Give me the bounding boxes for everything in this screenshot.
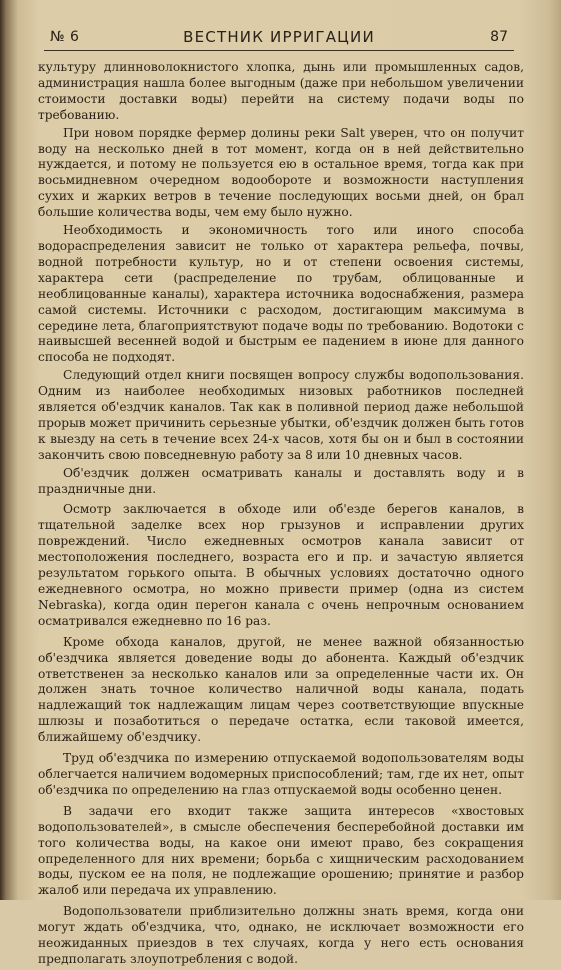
paragraph: Труд об'ездчика по измерению отпускаемой водопользователям воды облегчается наличием водомерных приспособлений; там, где их нет, опыт об'ездчика по определению на глаз отпускаемой воды особенно ценен. [38,751,524,797]
journal-title: ВЕСТНИК ИРРИГАЦИИ [183,28,375,46]
paragraph: Следующий отдел книги посвящен вопросу службы водопользования. Одним из наиболее необходимых низовых работников последней является об'ездчик каналов. Так как в поливной период даже небольшой прорыв может причинить серьезные убытки, об'ездчик должен быть готов к выезду на сеть в течение всех 24-х часов, хотя бы он и был в состоянии закончить свою повседневную работу за 8 или 10 дневных часов. [38,368,524,462]
paragraph: Осмотр заключается в обходе или об'езде берегов каналов, в тщательной заделке всех нор грызунов и исправлении других повреждений. Число ежедневных осмотров канала зависит от местоположения последнего, возраста его и пр. и зачастую является результатом горького опыта. В обычных условиях достаточно одного ежедневного осмотра, но можно привести пример (одна из систем Nebraska), когда один перегон канала с очень непрочным основанием осматривался ежедневно по 16 раз. [38,502,524,628]
paragraph: При новом порядке фермер долины реки Salt уверен, что он получит воду на несколько дней в тот момент, когда он в ней действительно нуждается, и потому не пользуется ею в остальное время, тогда как при восьмидневном очередном водообороте и возможности наступления сухих и жарких ветров в течение последующих восьми дней, он брал большие количества воды, чем ему было нужно. [38,125,524,220]
paragraph: Кроме обхода каналов, другой, не менее важной обязанностью об'ездчика является доведение воды до абонента. Каждый об'ездчик ответственен за несколько каналов или за определенные части их. Он должен знать точное количество наличной воды канала, подать надлежащий ток надлежащим лицам через соответствующие впускные шлюзы и позаботиться о передаче остатка, если таковой имеется, ближайшему об'ездчику. [38,634,524,745]
running-header [44,26,514,51]
page-number: 87 [490,29,508,45]
paragraph: Необходимость и экономичность того или иного способа водораспределения зависит не только от характера рельефа, почвы, водной потребности культур, но и от степени освоения системы, характера сети (распределение по трубам, облицованные и необлицованные каналы), характера источника водоснабжения, размера самой системы. Источники с расходом, достигающим максимума в середине лета, благоприятствуют подаче воды по требованию. Водотоки с наивысшей весенней водой и быстрым ее падением в июне для данного способа не подходят. [38,223,524,365]
paragraph: Об'ездчик должен осматривать каналы и доставлять воду и в праздничные дни. [38,465,524,496]
paragraph: Водопользователи приблизительно должны знать время, когда они могут ждать об'ездчика, что, однако, не исключает возможности его неожиданных приездов в тех случаях, когда у него есть основания предполагать злоупотребления с водой. [38,904,524,966]
issue-number: № 6 [50,29,80,45]
article-body [38,60,524,970]
paragraph: В задачи его входит также защита интересов «хвостовых водопользователей», в смысле обеспечения бесперебойной доставки им того количества воды, на какое они имеют право, без сокращения определенного для них времени; борьба с хищническим расходованием воды, пуском ее на поля, не подлежащие орошению; принятие и разбор жалоб или передача их управлению. [38,803,524,898]
paragraph: культуру длинноволокнистого хлопка, дынь или промышленных садов, администрация нашла более выгодным (даже при небольшом увеличении стоимости доставки воды) перейти на систему подачи воды по требованию. [38,60,524,122]
